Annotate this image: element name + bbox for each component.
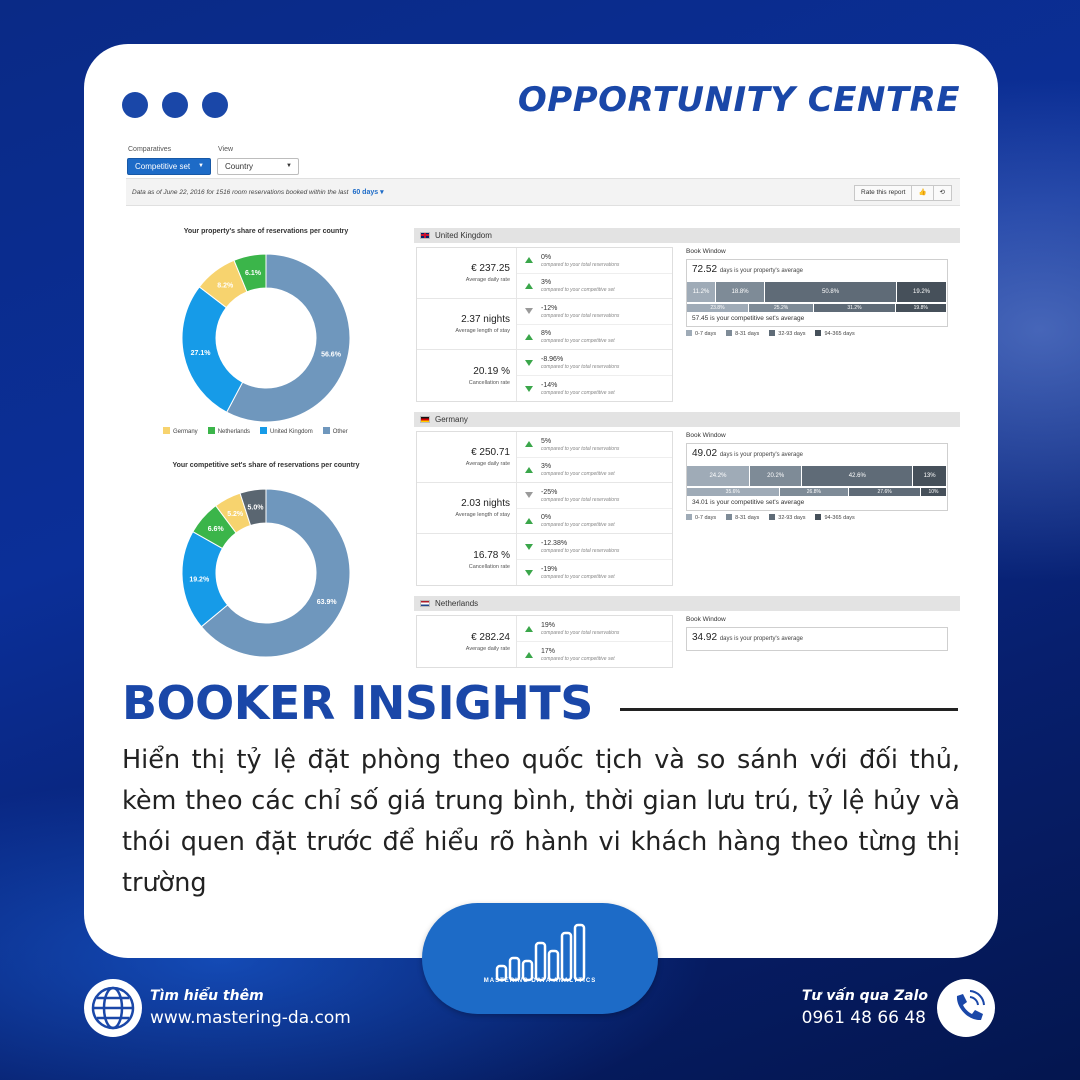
legend-swatch [323,427,330,434]
website-link[interactable]: www.mastering-da.com [150,1008,351,1028]
metric-value: € 282.24 [471,631,510,643]
country-name: Netherlands [435,599,479,608]
property-average-text: days is your property's average [719,452,803,458]
view-label: View [218,146,234,153]
metric-cell [417,616,517,667]
comparison-value: -12.38% [541,540,568,547]
legend-swatch [815,514,821,520]
metric-value: 20.19 % [473,365,510,377]
country-name: United Kingdom [435,231,492,240]
legend-swatch [769,514,775,520]
book-window [686,248,948,337]
book-window-segment: 26.8% [780,488,850,496]
book-window-segment: 27.6% [849,488,921,496]
property-book-window-bar [687,466,947,486]
metric-cell [417,534,517,585]
comparison-value: 17% [541,648,556,655]
arrow-down-icon [525,360,533,366]
arrow-up-icon [525,518,533,524]
comparison-value: 5% [541,437,552,445]
comparison-compset [517,274,672,299]
legend-netherlands [208,427,250,435]
book-window-legend [686,514,948,521]
property-average-value: 34.92 [692,632,718,643]
metric-row [417,350,672,401]
arrow-down-icon [525,386,533,392]
globe-icon[interactable] [84,979,142,1037]
donut1-legend [163,427,348,435]
book-window-segment: 13% [913,466,947,486]
comparison-desc: compared to your competitive set [541,287,615,294]
book-window-box [686,259,948,327]
legend-label: 32-93 days [778,515,806,521]
data-info-bar [126,178,960,206]
metric-label: Average length of stay [455,512,510,518]
country-header [414,412,960,427]
metric-label: Average daily rate [465,277,510,283]
book-window-segment: 25.2% [749,304,815,312]
legend-swatch [726,330,732,336]
metric-value: 16.78 % [473,549,510,561]
metric-cell [417,248,517,298]
compset-average [687,312,947,326]
comparison-desc: compared to your competitive set [541,656,615,662]
comparison-cell [517,483,672,533]
comparison-desc: compared to your total reservations [541,261,620,268]
comparison-desc: compared to your total reservations [541,312,620,319]
comparison-value: 8% [541,330,552,338]
comparison-value: -12% [541,304,558,312]
comparatives-select[interactable] [127,158,211,175]
legend-item [726,330,759,337]
comparison-cell [517,350,672,401]
dot-icon [162,92,188,118]
legend-label: 0-7 days [695,331,717,337]
metric-row [417,248,672,299]
donut2-title: Your competitive set's share of reservations per country [172,462,360,469]
comparison-desc: compared to your total reservations [541,548,620,554]
dot-icon [202,92,228,118]
comparison-cell [517,432,672,482]
comparison-cell [517,616,672,667]
comparison-desc: compared to your competitive set [541,522,615,529]
book-window-title: Book Window [686,432,726,439]
legend-item [769,514,805,521]
period-select[interactable]: 60 days ▾ [352,189,384,196]
legend-item [769,330,805,337]
legend-item [726,514,759,521]
legend-label: United Kingdom [270,429,313,435]
caret-down-icon: ▼ [286,163,292,169]
arrow-down-icon [525,308,533,314]
donut-slice-label: 27.1% [190,349,211,357]
legend-swatch [815,330,821,336]
comparison-total [517,616,672,642]
legend-swatch [260,427,267,434]
metric-label: Cancellation rate [468,563,510,570]
arrow-up-icon [525,467,533,473]
comparison-total [517,248,672,274]
thumbs-up-icon[interactable]: 👍 [912,186,933,200]
comparison-compset [517,509,672,534]
compset-book-window-bar [687,488,947,496]
legend-label: 94-365 days [824,515,855,521]
comparison-compset [517,376,672,401]
donut-slice-label: 5.2% [227,511,244,519]
comparison-compset [517,642,672,667]
property-share-donut [166,238,366,438]
country-name: Germany [435,415,468,424]
legend-label: 0-7 days [695,515,717,521]
data-note [132,188,384,196]
metric-row [417,616,672,667]
legend-other [323,427,348,435]
book-window-segment: 18.8% [716,282,765,302]
comparison-total [517,483,672,509]
comparison-value: 3% [541,463,552,471]
rate-report-label: Rate this report [855,186,912,200]
section-heading: BOOKER INSIGHTS [122,676,593,730]
comparison-desc: compared to your total reservations [541,630,620,636]
arrow-up-icon [525,334,533,340]
share-icon[interactable]: ⟲ [939,189,945,196]
comparison-desc: compared to your competitive set [541,390,615,396]
metric-label: Average daily rate [465,461,510,467]
comparison-cell [517,299,672,349]
arrow-up-icon [525,257,533,263]
arrow-up-icon [525,626,533,632]
comparison-desc: compared to your competitive set [541,338,615,345]
donut-slice-label: 19.2% [189,576,210,584]
compset-average-text: is your competitive set's average [710,315,805,322]
comparison-total [517,432,672,458]
property-average [687,628,947,650]
donut1-title: Your property's share of reservations per country [183,228,349,235]
arrow-down-icon [525,492,533,498]
legend-label: Other [332,429,348,435]
legend-item [815,514,854,521]
compset-average [687,496,947,510]
book-window-segment: 31.2% [814,304,895,312]
property-book-window-bar [687,282,947,302]
brand-logo [422,903,658,1014]
comparison-desc: compared to your total reservations [541,445,620,452]
property-average [687,444,947,466]
section-description: Hiển thị tỷ lệ đặt phòng theo quốc tịch và so sánh với đối thủ, kèm theo các chỉ số giá trung bình, thời gian lưu trú, tỷ lệ hủy và thói quen đặt trước để hiểu rõ hành vi khách hàng theo từng thị trường [122,745,960,898]
heading-divider [620,708,958,711]
rate-report [854,185,952,201]
dot-icon [122,92,148,118]
property-average-text: days is your property's average [719,268,803,274]
comparison-compset [517,458,672,483]
comparison-total [517,534,672,560]
legend-swatch [208,427,215,434]
comparison-desc: compared to your competitive set [541,471,615,478]
metric-row [417,483,672,534]
book-window-segment: 50.8% [765,282,897,302]
metrics-table [416,431,673,586]
comparison-desc: compared to your total reservations [541,496,620,503]
book-window-box [686,443,948,511]
donut-slice-label: 56.6% [321,351,341,359]
metric-row [417,534,672,585]
arrow-up-icon [525,283,533,289]
arrow-down-icon [525,544,533,550]
legend-swatch [686,330,692,336]
book-window-segment: 35.6% [687,488,780,496]
comparison-compset [517,325,672,350]
donut-slice-label: 6.1% [244,269,261,277]
legend-label: 94-365 days [824,331,855,337]
donut-slice-label: 6.6% [207,526,224,534]
legend-label: 8-31 days [735,331,760,337]
comparatives-label: Comparatives [128,146,172,153]
flag-icon [420,416,430,423]
arrow-up-icon [525,441,533,447]
metric-row [417,432,672,483]
metric-label: Average daily rate [465,645,510,652]
arrow-up-icon [525,652,533,658]
metric-value: 2.37 nights [461,314,510,325]
comparison-desc: compared to your competitive set [541,574,615,580]
comparison-value: 0% [541,253,552,261]
phone-icon[interactable] [937,979,995,1037]
comparison-cell [517,248,672,298]
book-window-segment: 10% [921,488,947,496]
comparison-compset [517,560,672,585]
phone-number[interactable]: 0961 48 66 48 [801,1008,926,1028]
legend-item [686,514,716,521]
book-window-segment: 19.2% [897,282,947,302]
metric-value: € 237.25 [471,263,510,274]
comparison-value: -8.96% [541,356,564,363]
book-window [686,616,948,651]
comparatives-value: Competitive set [135,162,191,171]
comparison-value: 0% [541,514,552,522]
metric-cell [417,299,517,349]
book-window-segment: 11.2% [687,282,716,302]
legend-label: Netherlands [217,429,251,435]
property-average-text: days is your property's average [719,636,803,642]
view-value: Country [225,162,254,171]
flag-icon [420,232,430,239]
logo-text: MASTERING DATA ANALYTICS [483,978,597,984]
comparison-value: -25% [541,488,558,496]
caret-down-icon: ▼ [198,163,204,169]
compset-book-window-bar [687,304,947,312]
book-window [686,432,948,521]
arrow-down-icon [525,570,533,576]
legend-label: 32-93 days [778,331,806,337]
metric-cell [417,350,517,401]
metric-cell [417,432,517,482]
view-select[interactable] [217,158,299,175]
competitive-share-donut [166,473,366,673]
book-window-segment: 42.6% [802,466,913,486]
property-average [687,260,947,282]
book-window-segment: 19.8% [896,304,947,312]
metric-value: 2.03 nights [461,498,510,509]
book-window-segment: 20.2% [750,466,803,486]
metric-value: € 250.71 [471,447,510,458]
legend-uk [260,427,313,435]
zalo-label: Tư vấn qua Zalo [801,988,928,1004]
flag-icon [420,600,430,607]
legend-label: Germany [173,429,198,435]
comparison-value: 3% [541,279,552,287]
donut-slice-label: 8.2% [217,282,234,290]
window-dots [122,92,228,118]
book-window-segment: 23.8% [687,304,749,312]
data-note-text: Data as of June 22, 2016 for 1516 room reservations booked within the last [132,189,349,196]
country-header [414,228,960,243]
metrics-table [416,247,673,402]
book-window-title: Book Window [686,248,726,255]
country-header [414,596,960,611]
property-average-value: 49.02 [692,448,718,459]
donut-slice-label: 63.9% [316,598,337,606]
property-average-value: 72.52 [692,264,718,275]
legend-swatch [769,330,775,336]
legend-swatch [726,514,732,520]
book-window-segment: 24.2% [687,466,750,486]
legend-item [686,330,716,337]
metrics-table [416,615,673,668]
compset-average-text: is your competitive set's average [710,499,805,506]
metric-label: Average length of stay [455,328,510,334]
legend-germany [163,427,198,435]
book-window-title: Book Window [686,616,726,623]
comparison-cell [517,534,672,585]
book-window-legend [686,330,948,337]
learn-more-label: Tìm hiểu thêm [150,988,264,1004]
metric-cell [417,483,517,533]
comparison-total [517,299,672,325]
book-window-box [686,627,948,651]
metric-label: Cancellation rate [468,379,510,386]
page-title: OPPORTUNITY CENTRE [517,80,960,120]
compset-average-value: 34.01 [692,499,709,506]
donut-slice-label: 5.0% [247,504,264,512]
comparison-desc: compared to your total reservations [541,364,620,370]
legend-label: 8-31 days [735,515,760,521]
comparison-value: -14% [541,382,558,389]
comparison-total [517,350,672,376]
content-card [84,44,998,958]
comparison-value: -19% [541,566,558,573]
period-value: 60 days [352,189,379,196]
comparison-value: 19% [541,622,556,629]
compset-average-value: 57.45 [692,315,709,322]
legend-item [815,330,854,337]
legend-swatch [686,514,692,520]
metric-row [417,299,672,350]
report-screenshot [126,140,960,662]
legend-swatch [163,427,170,434]
